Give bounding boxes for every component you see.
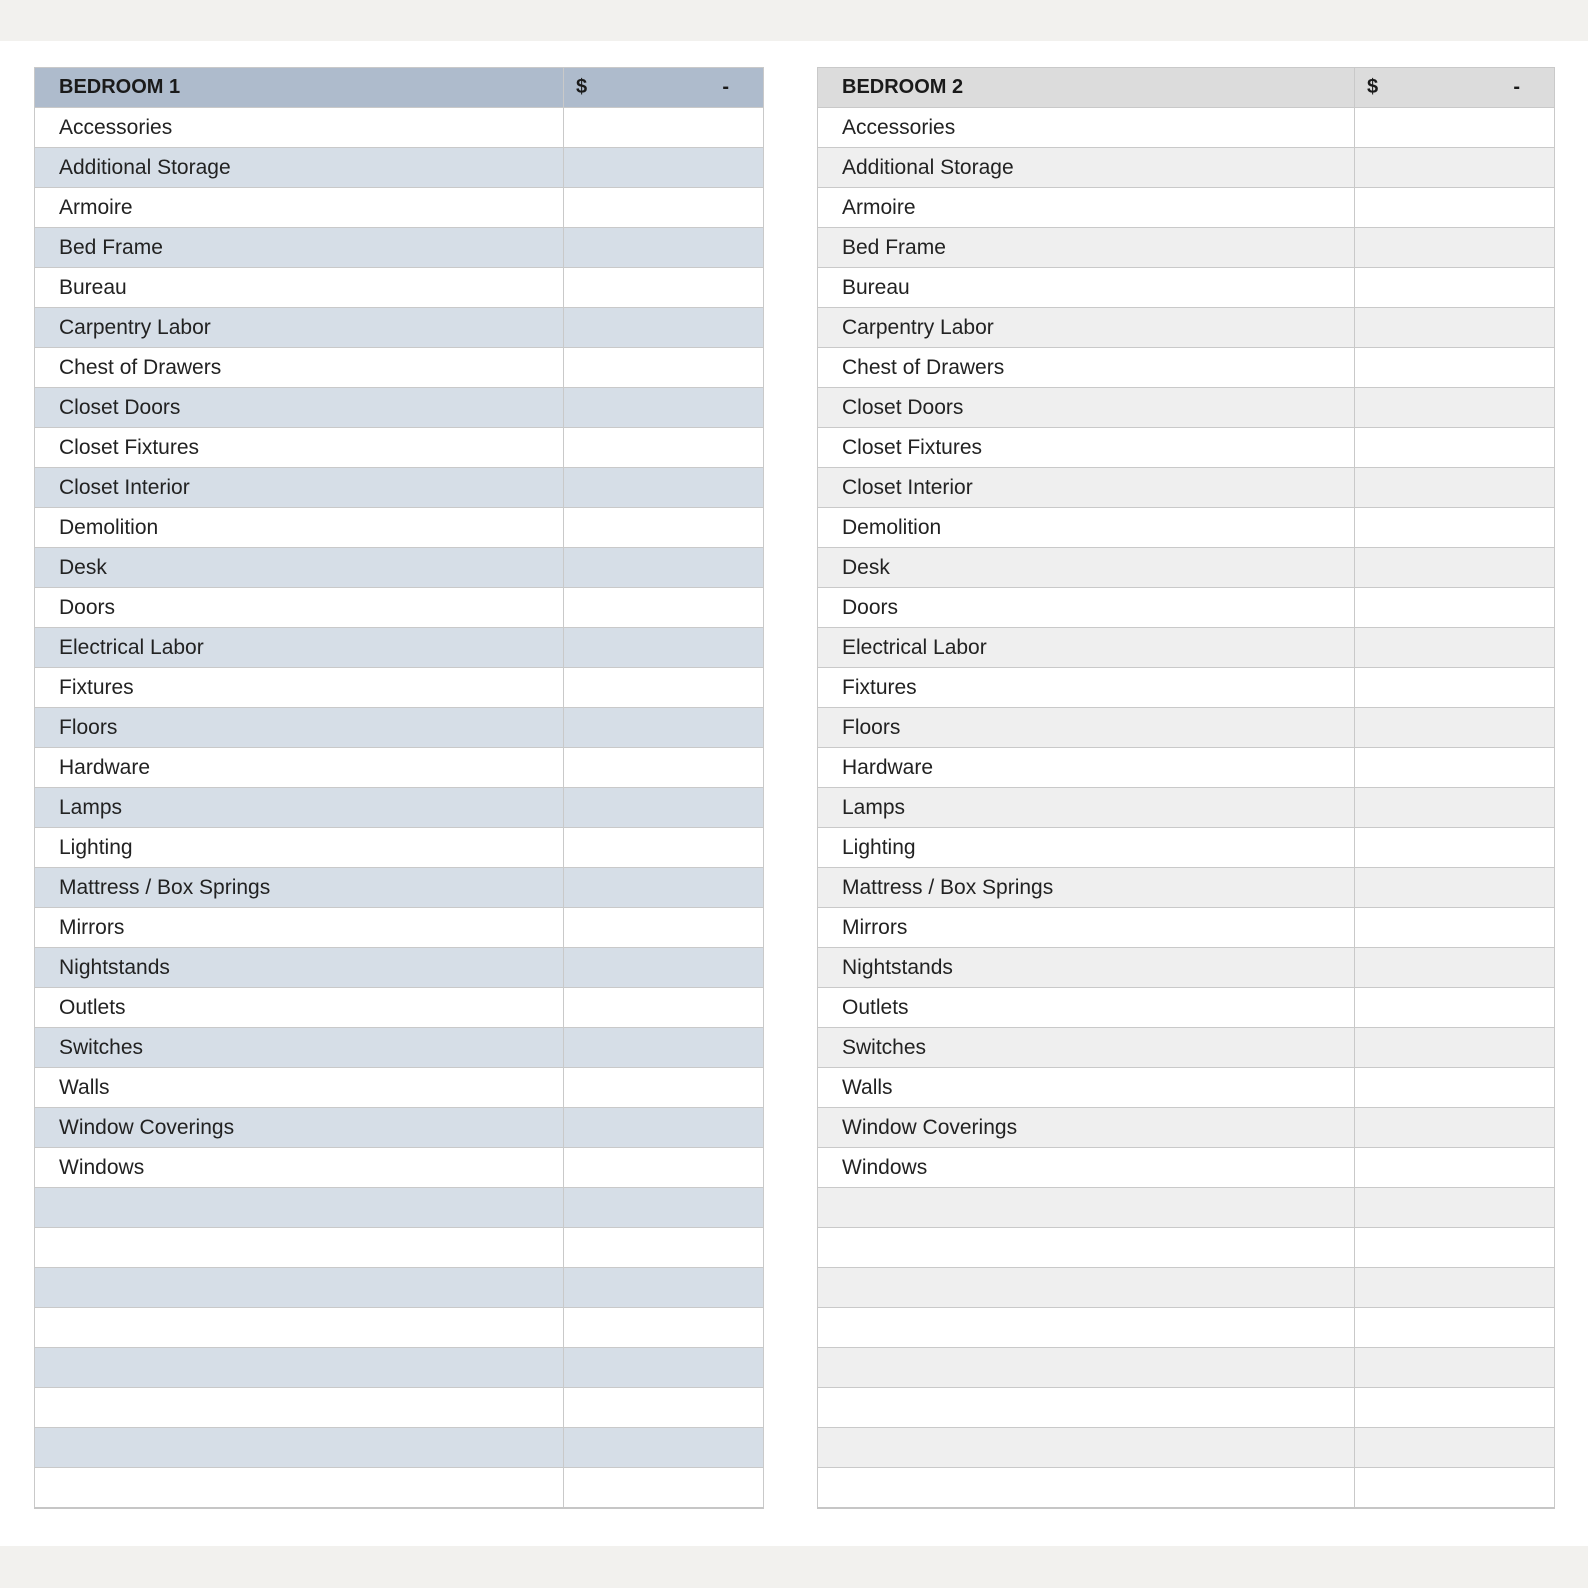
- item-cell[interactable]: Closet Doors: [35, 388, 564, 428]
- table-row: [35, 1428, 764, 1468]
- item-cell[interactable]: Switches: [818, 1028, 1355, 1068]
- table-row: [818, 148, 1555, 188]
- item-cell[interactable]: Switches: [35, 1028, 564, 1068]
- item-cell[interactable]: Bed Frame: [35, 228, 564, 268]
- amount-cell[interactable]: [1355, 268, 1555, 308]
- table-row: [818, 268, 1555, 308]
- item-cell[interactable]: Closet Interior: [35, 468, 564, 508]
- amount-cell[interactable]: [1355, 788, 1555, 828]
- table-row: [35, 108, 764, 148]
- item-cell[interactable]: Closet Fixtures: [818, 428, 1355, 468]
- table-row: [35, 468, 764, 508]
- table-row: [35, 868, 764, 908]
- item-cell[interactable]: Mirrors: [818, 908, 1355, 948]
- item-cell[interactable]: [35, 1428, 564, 1468]
- amount-cell[interactable]: [1355, 348, 1555, 388]
- table-row: [818, 1268, 1555, 1308]
- amount-cell[interactable]: [564, 1388, 764, 1428]
- amount-cell[interactable]: [564, 1268, 764, 1308]
- spreadsheet-sheet: [0, 41, 1588, 1546]
- table-row: [818, 1348, 1555, 1388]
- table-row: [818, 868, 1555, 908]
- table-row: [818, 108, 1555, 148]
- item-cell[interactable]: Lighting: [818, 828, 1355, 868]
- item-cell[interactable]: Bureau: [35, 268, 564, 308]
- table-row: [35, 1348, 764, 1388]
- amount-cell[interactable]: [1355, 1148, 1555, 1188]
- table-row: [35, 1388, 764, 1428]
- table-row: [35, 748, 764, 788]
- table-row: [818, 548, 1555, 588]
- item-cell[interactable]: Additional Storage: [818, 148, 1355, 188]
- amount-cell[interactable]: [1355, 908, 1555, 948]
- item-cell[interactable]: Closet Doors: [818, 388, 1355, 428]
- amount-cell[interactable]: [1355, 1468, 1555, 1509]
- item-cell[interactable]: [35, 1268, 564, 1308]
- table-row: [818, 1468, 1555, 1509]
- item-cell[interactable]: [818, 1308, 1355, 1348]
- amount-cell[interactable]: [1355, 188, 1555, 228]
- table-row: [35, 508, 764, 548]
- item-cell[interactable]: Windows: [35, 1148, 564, 1188]
- amount-cell[interactable]: [1355, 1188, 1555, 1228]
- amount-cell[interactable]: [1355, 1308, 1555, 1348]
- table-row: [818, 1308, 1555, 1348]
- table-title-cell[interactable]: BEDROOM 2: [818, 68, 1355, 108]
- amount-cell[interactable]: [564, 1188, 764, 1228]
- amount-cell[interactable]: [564, 1148, 764, 1188]
- amount-cell[interactable]: [564, 508, 764, 548]
- item-cell[interactable]: Chest of Drawers: [818, 348, 1355, 388]
- table-row: [35, 548, 764, 588]
- amount-cell[interactable]: [564, 428, 764, 468]
- item-cell[interactable]: Floors: [818, 708, 1355, 748]
- table-row: [35, 1028, 764, 1068]
- item-cell[interactable]: Window Coverings: [35, 1108, 564, 1148]
- item-cell[interactable]: Additional Storage: [35, 148, 564, 188]
- amount-cell[interactable]: [1355, 868, 1555, 908]
- table-row: [818, 708, 1555, 748]
- table-row: [818, 1428, 1555, 1468]
- amount-cell[interactable]: [564, 628, 764, 668]
- table-row: [818, 228, 1555, 268]
- item-cell[interactable]: Armoire: [35, 188, 564, 228]
- table-row: [818, 588, 1555, 628]
- table-row: [35, 588, 764, 628]
- amount-cell[interactable]: [1355, 148, 1555, 188]
- item-cell[interactable]: [818, 1388, 1355, 1428]
- amount-cell[interactable]: [564, 868, 764, 908]
- table-row: [818, 308, 1555, 348]
- table-row: [35, 1468, 764, 1509]
- item-cell[interactable]: Carpentry Labor: [818, 308, 1355, 348]
- table-row: [818, 1108, 1555, 1148]
- amount-cell[interactable]: [564, 188, 764, 228]
- bedroom-2-table: [817, 67, 1555, 1509]
- item-cell[interactable]: Doors: [35, 588, 564, 628]
- amount-cell[interactable]: [1355, 388, 1555, 428]
- item-cell[interactable]: Closet Interior: [818, 468, 1355, 508]
- amount-cell[interactable]: [564, 948, 764, 988]
- item-cell[interactable]: [35, 1308, 564, 1348]
- item-cell[interactable]: [35, 1188, 564, 1228]
- table-row: [818, 1028, 1555, 1068]
- amount-cell[interactable]: [564, 1468, 764, 1509]
- amount-cell[interactable]: [1355, 1388, 1555, 1428]
- table-header-row: [35, 68, 764, 108]
- amount-cell[interactable]: [564, 348, 764, 388]
- table-row: [818, 348, 1555, 388]
- table-row: [35, 668, 764, 708]
- amount-cell[interactable]: [564, 268, 764, 308]
- table-row: [818, 1188, 1555, 1228]
- item-cell[interactable]: Carpentry Labor: [35, 308, 564, 348]
- amount-cell[interactable]: [1355, 828, 1555, 868]
- total-cell[interactable]: [564, 68, 764, 108]
- amount-cell[interactable]: [1355, 1228, 1555, 1268]
- amount-cell[interactable]: [564, 1108, 764, 1148]
- item-cell[interactable]: Hardware: [818, 748, 1355, 788]
- amount-cell[interactable]: [564, 308, 764, 348]
- item-cell[interactable]: Nightstands: [35, 948, 564, 988]
- item-cell[interactable]: Mirrors: [35, 908, 564, 948]
- table-row: [818, 388, 1555, 428]
- item-cell[interactable]: Closet Fixtures: [35, 428, 564, 468]
- amount-cell[interactable]: [1355, 748, 1555, 788]
- amount-cell[interactable]: [564, 1308, 764, 1348]
- amount-cell[interactable]: [1355, 228, 1555, 268]
- table-title-cell[interactable]: BEDROOM 1: [35, 68, 564, 108]
- item-cell[interactable]: Electrical Labor: [35, 628, 564, 668]
- table-row: [35, 1148, 764, 1188]
- table-row: [35, 908, 764, 948]
- item-cell[interactable]: [818, 1468, 1355, 1509]
- amount-cell[interactable]: [564, 988, 764, 1028]
- amount-cell[interactable]: [1355, 1268, 1555, 1308]
- item-cell[interactable]: [818, 1228, 1355, 1268]
- table-row: [35, 308, 764, 348]
- amount-cell[interactable]: [1355, 1028, 1555, 1068]
- table-row: [818, 1228, 1555, 1268]
- item-cell[interactable]: Accessories: [818, 108, 1355, 148]
- table-row: [818, 428, 1555, 468]
- item-cell[interactable]: Outlets: [35, 988, 564, 1028]
- amount-cell[interactable]: [1355, 508, 1555, 548]
- item-cell[interactable]: [35, 1228, 564, 1268]
- amount-cell[interactable]: [564, 588, 764, 628]
- amount-cell[interactable]: [1355, 1428, 1555, 1468]
- item-cell[interactable]: Bed Frame: [818, 228, 1355, 268]
- item-cell[interactable]: [35, 1388, 564, 1428]
- table-row: [818, 1068, 1555, 1108]
- table-row: [818, 948, 1555, 988]
- amount-cell[interactable]: [1355, 1068, 1555, 1108]
- amount-cell[interactable]: [1355, 548, 1555, 588]
- item-cell[interactable]: Accessories: [35, 108, 564, 148]
- item-cell[interactable]: Armoire: [818, 188, 1355, 228]
- table-row: [35, 1268, 764, 1308]
- table-row: [818, 668, 1555, 708]
- table-row: [35, 708, 764, 748]
- table-row: [818, 788, 1555, 828]
- amount-cell[interactable]: [564, 828, 764, 868]
- amount-cell[interactable]: [1355, 428, 1555, 468]
- table-row: [35, 1068, 764, 1108]
- table-row: [35, 428, 764, 468]
- amount-cell[interactable]: [1355, 588, 1555, 628]
- amount-cell[interactable]: [1355, 1108, 1555, 1148]
- amount-cell[interactable]: [564, 108, 764, 148]
- amount-cell[interactable]: [564, 1228, 764, 1268]
- item-cell[interactable]: Desk: [818, 548, 1355, 588]
- amount-cell[interactable]: [564, 388, 764, 428]
- amount-cell[interactable]: [1355, 108, 1555, 148]
- item-cell[interactable]: Demolition: [818, 508, 1355, 548]
- table-row: [35, 348, 764, 388]
- table-row: [818, 988, 1555, 1028]
- amount-cell[interactable]: [564, 788, 764, 828]
- item-cell[interactable]: [818, 1268, 1355, 1308]
- amount-cell[interactable]: [564, 148, 764, 188]
- amount-cell[interactable]: [564, 228, 764, 268]
- amount-cell[interactable]: [1355, 628, 1555, 668]
- item-cell[interactable]: Hardware: [35, 748, 564, 788]
- item-cell[interactable]: Walls: [35, 1068, 564, 1108]
- amount-cell[interactable]: [1355, 1348, 1555, 1388]
- item-cell[interactable]: [35, 1468, 564, 1509]
- table-row: [818, 468, 1555, 508]
- table-row: [35, 268, 764, 308]
- table-row: [35, 388, 764, 428]
- amount-cell[interactable]: [564, 668, 764, 708]
- table-row: [35, 228, 764, 268]
- table-header-row: [818, 68, 1555, 108]
- table-row: [818, 1388, 1555, 1428]
- item-cell[interactable]: Doors: [818, 588, 1355, 628]
- table-row: [818, 628, 1555, 668]
- table-row: [818, 508, 1555, 548]
- table-row: [35, 988, 764, 1028]
- table-row: [35, 628, 764, 668]
- item-cell[interactable]: Floors: [35, 708, 564, 748]
- table-row: [35, 1228, 764, 1268]
- item-cell[interactable]: Mattress / Box Springs: [35, 868, 564, 908]
- item-cell[interactable]: Lighting: [35, 828, 564, 868]
- table-row: [35, 1108, 764, 1148]
- item-cell[interactable]: Outlets: [818, 988, 1355, 1028]
- amount-cell[interactable]: [1355, 988, 1555, 1028]
- item-cell[interactable]: Fixtures: [818, 668, 1355, 708]
- amount-cell[interactable]: [564, 468, 764, 508]
- item-cell[interactable]: [35, 1348, 564, 1388]
- amount-cell[interactable]: [564, 1068, 764, 1108]
- item-cell[interactable]: Lamps: [818, 788, 1355, 828]
- amount-cell[interactable]: [564, 908, 764, 948]
- amount-cell[interactable]: [564, 548, 764, 588]
- item-cell[interactable]: Window Coverings: [818, 1108, 1355, 1148]
- currency-symbol: $: [1367, 76, 1379, 98]
- bedroom-1-table: [34, 67, 764, 1509]
- table-row: [818, 748, 1555, 788]
- table-row: [35, 948, 764, 988]
- total-value: -: [1513, 76, 1520, 98]
- table-row: [818, 908, 1555, 948]
- item-cell[interactable]: Bureau: [818, 268, 1355, 308]
- table-row: [818, 828, 1555, 868]
- amount-cell[interactable]: [564, 1348, 764, 1388]
- table-row: [35, 148, 764, 188]
- table-row: [35, 1188, 764, 1228]
- amount-cell[interactable]: [1355, 308, 1555, 348]
- table-row: [818, 188, 1555, 228]
- amount-cell[interactable]: [1355, 468, 1555, 508]
- item-cell[interactable]: [818, 1428, 1355, 1468]
- item-cell[interactable]: Demolition: [35, 508, 564, 548]
- amount-cell[interactable]: [564, 1428, 764, 1468]
- amount-cell[interactable]: [1355, 948, 1555, 988]
- item-cell[interactable]: Walls: [818, 1068, 1355, 1108]
- total-cell[interactable]: [1355, 68, 1555, 108]
- table-row: [35, 1308, 764, 1348]
- item-cell[interactable]: [818, 1348, 1355, 1388]
- item-cell[interactable]: Fixtures: [35, 668, 564, 708]
- amount-cell[interactable]: [564, 748, 764, 788]
- item-cell[interactable]: Desk: [35, 548, 564, 588]
- amount-cell[interactable]: [564, 708, 764, 748]
- item-cell[interactable]: Electrical Labor: [818, 628, 1355, 668]
- amount-cell[interactable]: [1355, 668, 1555, 708]
- table-row: [35, 828, 764, 868]
- table-row: [35, 788, 764, 828]
- item-cell[interactable]: Chest of Drawers: [35, 348, 564, 388]
- item-cell[interactable]: Windows: [818, 1148, 1355, 1188]
- table-row: [818, 1148, 1555, 1188]
- item-cell[interactable]: [818, 1188, 1355, 1228]
- item-cell[interactable]: Mattress / Box Springs: [818, 868, 1355, 908]
- currency-symbol: $: [576, 76, 588, 98]
- table-row: [35, 188, 764, 228]
- total-value: -: [722, 76, 729, 98]
- item-cell[interactable]: Lamps: [35, 788, 564, 828]
- item-cell[interactable]: Nightstands: [818, 948, 1355, 988]
- amount-cell[interactable]: [1355, 708, 1555, 748]
- amount-cell[interactable]: [564, 1028, 764, 1068]
